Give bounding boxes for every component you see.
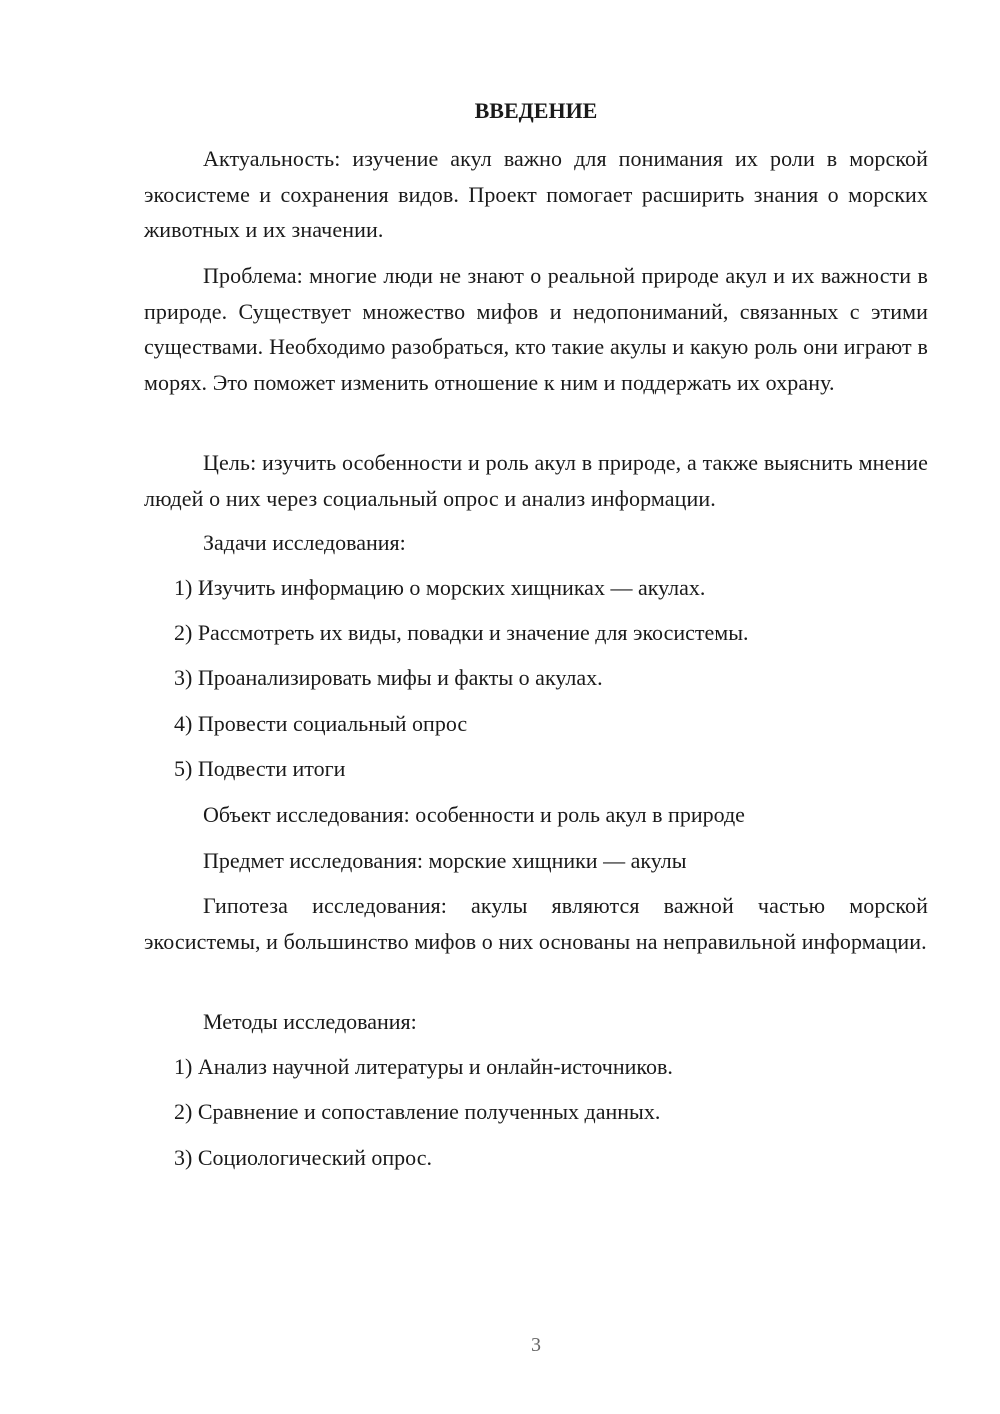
page-number: 3 xyxy=(531,1334,541,1356)
hypothesis-paragraph: Гипотеза исследования: акулы являются важной частью морской экосистемы, и большинство мифов о них основаны на неправильной информации. xyxy=(144,893,928,954)
method-item-2: 2) Сравнение и сопоставление полученных данных. xyxy=(174,1099,661,1124)
problem-paragraph: Проблема: многие люди не знают о реальной природе акул и их важности в природе. Существует множество мифов и недопониманий, связанных с этими существами. Необходимо разобраться, кто такие акулы и какую роль они играют в морях. Это поможет изменить отношение к ним и поддержать их охрану. xyxy=(144,263,928,395)
research-subject: Предмет исследования: морские хищники — акулы xyxy=(203,848,687,873)
relevance-paragraph: Актуальность: изучение акул важно для понимания их роли в морской экосистеме и сохранения видов. Проект помогает расширить знания о морских животных и их значении. xyxy=(144,146,928,242)
task-item-2: 2) Рассмотреть их виды, повадки и значение для экосистемы. xyxy=(174,620,749,645)
task-item-1: 1) Изучить информацию о морских хищниках — акулах. xyxy=(174,575,706,600)
task-item-4: 4) Провести социальный опрос xyxy=(174,711,468,736)
section-heading: ВВЕДЕНИЕ xyxy=(474,98,598,123)
task-item-5: 5) Подвести итоги xyxy=(174,756,346,781)
method-item-3: 3) Социологический опрос. xyxy=(174,1145,432,1170)
tasks-heading: Задачи исследования: xyxy=(203,530,406,555)
methods-heading: Методы исследования: xyxy=(203,1009,417,1034)
document-page xyxy=(144,0,928,1414)
method-item-1: 1) Анализ научной литературы и онлайн-источников. xyxy=(174,1054,673,1079)
task-item-3: 3) Проанализировать мифы и факты о акулах. xyxy=(174,665,603,690)
goal-paragraph: Цель: изучить особенности и роль акул в природе, а также выяснить мнение людей о них через социальный опрос и анализ информации. xyxy=(144,450,928,511)
research-object: Объект исследования: особенности и роль акул в природе xyxy=(203,802,745,827)
